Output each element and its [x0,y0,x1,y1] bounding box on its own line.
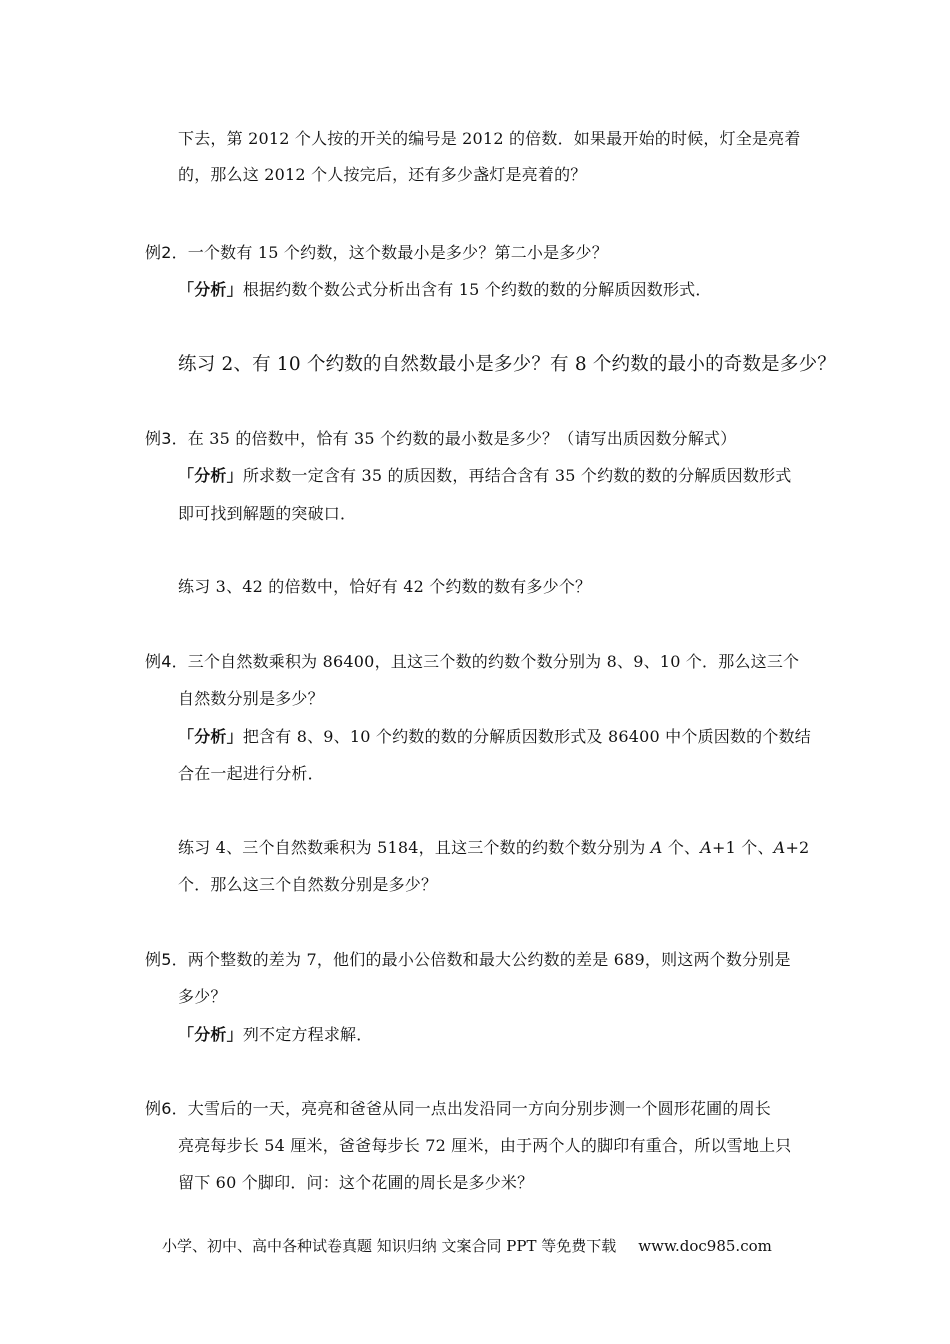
variable-a: A [700,838,712,857]
example-4-question: 三个自然数乘积为 86400，且这三个数的约数个数分别为 8、9、10 个．那么这三个 [187,652,800,671]
example-5-question-line-2: 多少？ [178,987,227,1006]
footer-site-link[interactable]: www.doc985.com [638,1237,772,1255]
example-2 [145,243,608,263]
example-2-question: 一个数有 15 个约数，这个数最小是多少？第二小是多少？ [187,243,608,262]
variable-a: A [773,838,786,857]
example-4-label: 例4． [145,652,188,671]
intro-line-1: 下去，第 2012 个人按的开关的编号是 2012 的倍数．如果最开始的时候，灯全是亮着 [178,129,801,148]
analysis-text: 所求数一定含有 35 的质因数，再结合含有 35 个约数的数的分解质因数形式 [242,466,792,485]
practice-4-text: +1 个、 [711,838,774,857]
analysis-text: 把含有 8、9、10 个约数的数的分解质因数形式及 86400 中个质因数的个数结 [242,727,811,746]
example-5-analysis [178,1025,372,1045]
example-5 [145,950,791,970]
analysis-tag: 「分析」 [178,1025,243,1044]
example-3 [145,429,736,449]
example-6-question: 大雪后的一天，亮亮和爸爸从同一点出发沿同一方向分别步测一个圆形花圃的周长 [187,1099,771,1118]
intro-line-2: 的，那么这 2012 个人按完后，还有多少盏灯是亮着的？ [178,165,587,184]
example-3-analysis-line-1 [178,466,791,486]
example-4 [145,652,799,672]
example-5-question: 两个整数的差为 7，他们的最小公倍数和最大公约数的差是 689，则这两个数分别是 [187,950,791,969]
practice-4-text: 个、 [662,838,701,857]
example-5-label: 例5． [145,950,188,969]
practice-4-text: +2 [785,838,810,857]
example-2-analysis [178,280,712,300]
example-3-label: 例3． [145,429,188,448]
practice-4-line-2: 个．那么这三个自然数分别是多少？ [178,875,438,894]
practice-4-text: 练习 4、三个自然数乘积为 5184，且这三个数的约数个数分别为 [178,838,651,857]
example-3-question: 在 35 的倍数中，恰有 35 个约数的最小数是多少？（请写出质因数分解式） [187,429,737,448]
practice-3: 练习 3、42 的倍数中，恰好有 42 个约数的数有多少个？ [178,577,592,596]
example-4-analysis-line-1 [178,727,811,747]
example-6 [145,1099,771,1119]
analysis-tag: 「分析」 [178,466,243,485]
analysis-text: 根据约数个数公式分析出含有 15 个约数的数的分解质因数形式． [242,280,712,299]
practice-2: 练习 2、有 10 个约数的自然数最小是多少？有 8 个约数的最小的奇数是多少？ [178,354,836,375]
analysis-tag: 「分析」 [178,727,243,746]
example-2-label: 例2． [145,243,188,262]
example-3-analysis-line-2: 即可找到解题的突破口． [178,504,357,523]
example-6-question-line-3: 留下 60 个脚印．问：这个花圃的周长是多少米？ [178,1173,534,1192]
variable-a: A [650,838,663,857]
example-4-question-line-2: 自然数分别是多少？ [178,689,324,708]
practice-4-line-1 [178,838,809,858]
analysis-tag: 「分析」 [178,280,243,299]
footer-text: 小学、初中、高中各种试卷真题 知识归纳 文案合同 PPT 等免费下载 [162,1237,617,1255]
example-6-label: 例6． [145,1099,188,1118]
analysis-text: 列不定方程求解． [242,1025,373,1044]
example-4-analysis-line-2: 合在一起进行分析． [178,764,324,783]
page-footer [162,1236,772,1256]
example-6-question-line-2: 亮亮每步长 54 厘米，爸爸每步长 72 厘米，由于两个人的脚印有重合，所以雪地上只 [178,1136,792,1155]
